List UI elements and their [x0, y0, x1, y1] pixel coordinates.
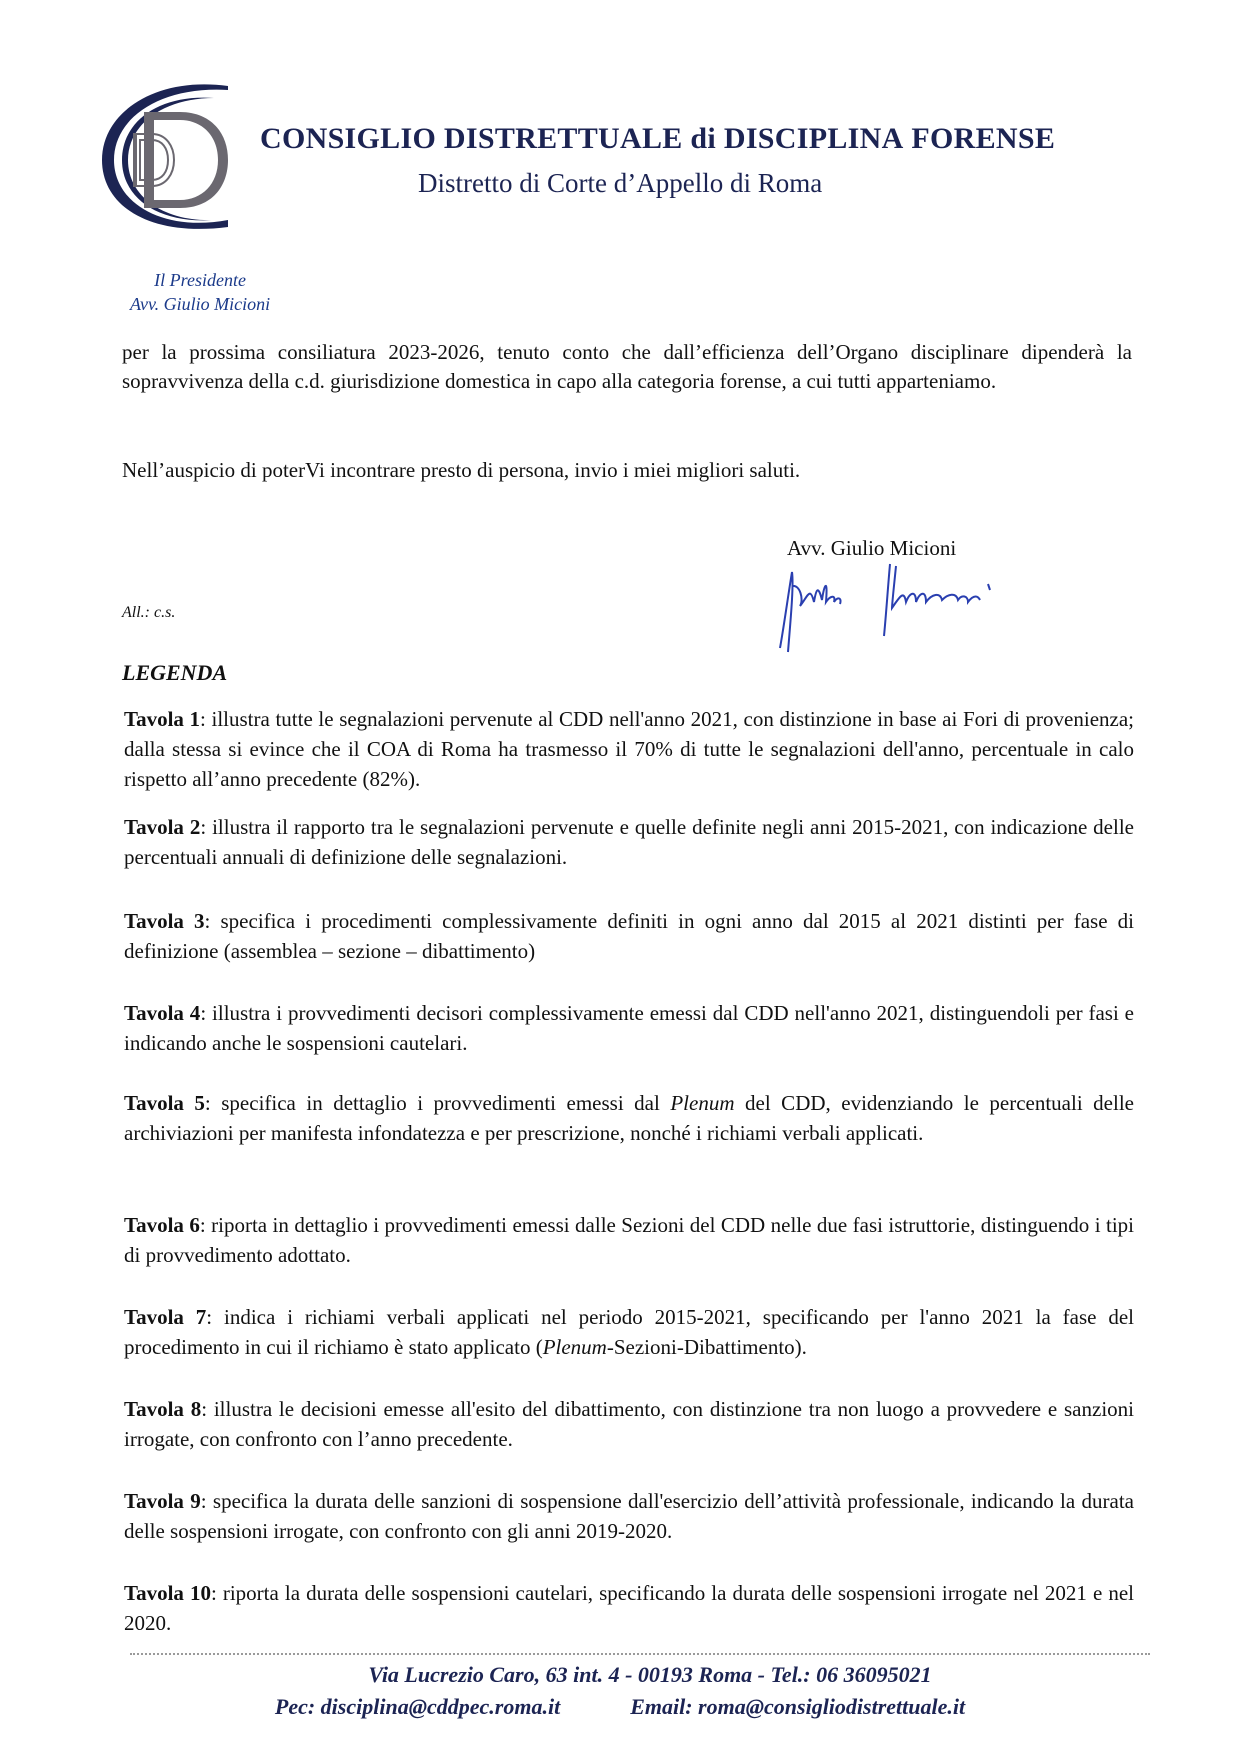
attachments-note: All.: c.s.	[122, 604, 176, 621]
organization-title: CONSIGLIO DISTRETTUALE di DISCIPLINA FORENSE	[260, 122, 1056, 155]
body-paragraph: per la prossima consiliatura 2023-2026, tenuto conto che dall’efficienza dell’Organo disciplinare dipenderà la sopravvivenza della c.d. giurisdizione domestica in capo alla categoria forense, a cui tutti apparteniamo.	[122, 340, 1132, 393]
organization-subtitle: Distretto di Corte d’Appello di Roma	[418, 168, 823, 198]
body-paragraph: Nell’auspicio di poterVi incontrare presto di persona, invio i miei migliori saluti.	[122, 458, 801, 482]
footer-email[interactable]: Email: roma@consigliodistrettuale.it	[630, 1694, 966, 1719]
legenda-item: Tavola 5: specifica in dettaglio i provvedimenti emessi dal Plenum del CDD, evidenziando le percentuali delle archiviazioni per manifesta infondatezza e per prescrizione, nonché i richiami verbali applicati.	[124, 1091, 1134, 1145]
sender-name: Avv. Giulio Micioni	[130, 294, 271, 314]
cdd-monogram-logo-icon	[96, 82, 246, 232]
legenda-item: Tavola 7: indica i richiami verbali applicati nel periodo 2015-2021, specificando per l'anno 2021 la fase del procedimento in cui il richiamo è stato applicato (Plenum-Sezioni-Dibattimento).	[124, 1305, 1134, 1359]
legenda-item: Tavola 9: specifica la durata delle sanzioni di sospensione dall'esercizio dell’attività professionale, indicando la durata delle sospensioni irrogate, con confronto con gli anni 2019-2020.	[124, 1489, 1134, 1543]
signatory-name: Avv. Giulio Micioni	[787, 536, 957, 560]
footer-pec[interactable]: Pec: disciplina@cddpec.roma.it	[274, 1694, 561, 1719]
legenda-item: Tavola 6: riporta in dettaglio i provvedimenti emessi dalle Sezioni del CDD nelle due fasi istruttorie, distinguendo i tipi di provvedimento adottato.	[124, 1213, 1134, 1267]
legenda-item: Tavola 2: illustra il rapporto tra le segnalazioni pervenute e quelle definite negli anni 2015-2021, con indicazione delle percentuali annuali di definizione delle segnalazioni.	[124, 815, 1134, 869]
legenda-item: Tavola 4: illustra i provvedimenti decisori complessivamente emessi dal CDD nell'anno 2021, distinguendoli per fasi e indicando anche le sospensioni cautelari.	[124, 1001, 1134, 1055]
footer-divider	[130, 1653, 1150, 1655]
legenda-item: Tavola 3: specifica i procedimenti complessivamente definiti in ogni anno dal 2015 al 2021 distinti per fase di definizione (assemblea – sezione – dibattimento)	[124, 909, 1134, 963]
legenda-item: Tavola 8: illustra le decisioni emesse all'esito del dibattimento, con distinzione tra non luogo a provvedere e sanzioni irrogate, con confronto con l’anno precedente.	[124, 1397, 1134, 1451]
legenda-item: Tavola 10: riporta la durata delle sospensioni cautelari, specificando la durata delle sospensioni irrogate nel 2021 e nel 2020.	[124, 1581, 1134, 1635]
legenda-item: Tavola 1: illustra tutte le segnalazioni pervenute al CDD nell'anno 2021, con distinzione in base ai Fori di provenienza; dalla stessa si evince che il COA di Roma ha trasmesso il 70% di tutte le segnalazioni dell'anno, percentuale in calo rispetto all’anno precedente (82%).	[124, 707, 1134, 791]
footer-contacts	[0, 1694, 1240, 1720]
handwritten-signature-icon	[770, 556, 1070, 656]
footer-address: Via Lucrezio Caro, 63 int. 4 - 00193 Roma - Tel.: 06 36095021	[368, 1662, 932, 1687]
legenda-heading: LEGENDA	[122, 660, 228, 685]
sender-role: Il Presidente	[154, 270, 246, 290]
sender-block	[130, 268, 270, 316]
